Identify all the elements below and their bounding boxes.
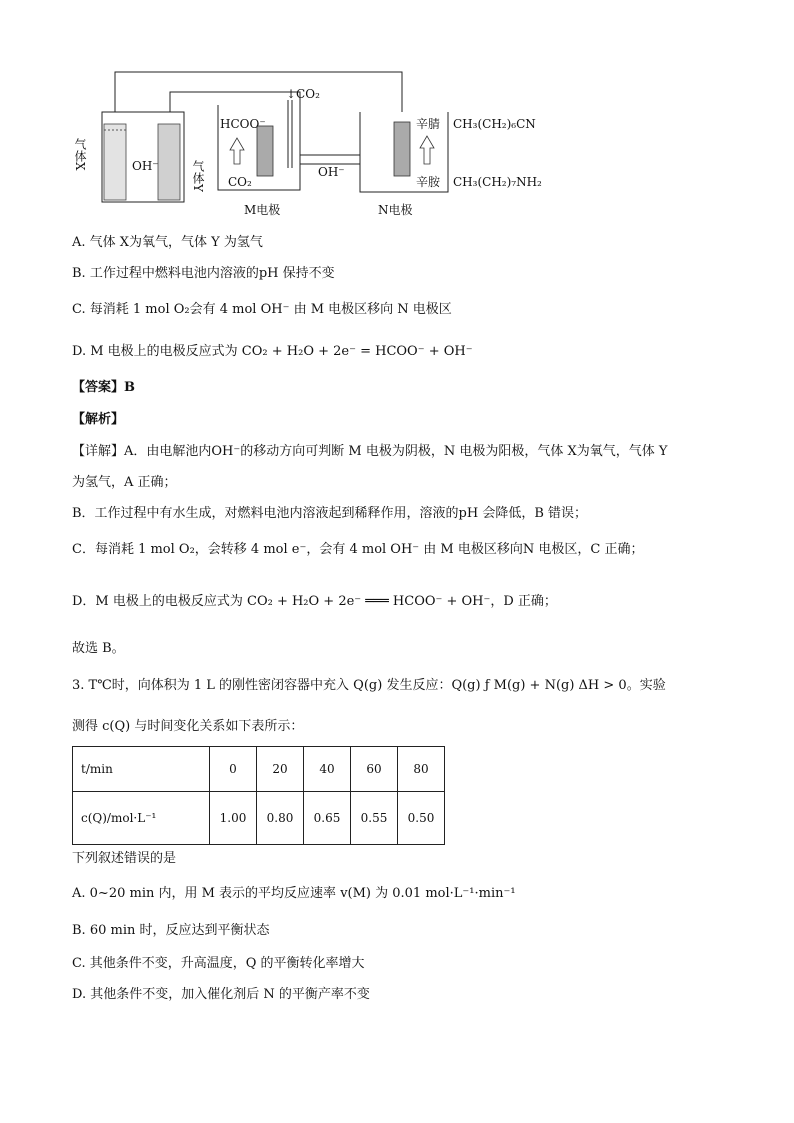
q3-option-d: D. 其他条件不变，加入催化剂后 N 的平衡产率不变 — [72, 987, 370, 1002]
table-cell: 0.50 — [398, 792, 445, 845]
table-header-concentration: c(Q)/mol·L⁻¹ — [73, 792, 210, 845]
amine-label: 辛胺 — [416, 175, 441, 189]
table-cell: 1.00 — [210, 792, 257, 845]
q2-option-a: A. 气体 X为氧气，气体 Y 为氢气 — [72, 235, 263, 250]
table-cell: 0.65 — [304, 792, 351, 845]
m-electrode-label: M电极 — [244, 203, 281, 217]
oh-cell-label: OH⁻ — [132, 159, 159, 173]
q2-analysis-heading: 【解析】 — [72, 412, 125, 427]
table-row-concentration — [73, 792, 445, 845]
q2-answer: 【答案】B — [72, 380, 135, 395]
table-header-time: t/min — [73, 747, 210, 792]
table-cell: 0.55 — [351, 792, 398, 845]
hcoo-label: HCOO⁻ — [220, 117, 266, 131]
q2-detail-line-4: C．每消耗 1 mol O₂，会转移 4 mol e⁻，会有 4 mol OH⁻ 由 M 电极区移向N 电极区，C 正确； — [72, 542, 644, 557]
gas-y-label: 气体Y — [191, 160, 205, 192]
electrolysis-diagram — [60, 60, 580, 225]
q2-conclusion: 故选 B。 — [72, 641, 125, 656]
oh-bridge-label: OH⁻ — [318, 165, 345, 179]
nitrile-formula: CH₃(CH₂)₆CN — [453, 117, 536, 131]
q3-stem-line-1: 3. T℃时，向体积为 1 L 的刚性密闭容器中充入 Q(g) 发生反应：Q(g) ƒ M(g) + N(g) ΔH > 0。实验 — [72, 678, 666, 693]
concentration-table — [72, 746, 445, 845]
nitrile-label: 辛腈 — [416, 117, 441, 131]
n-electrode-label: N电极 — [378, 203, 413, 217]
q3-option-a: A. 0~20 min 内，用 M 表示的平均反应速率 v(M) 为 0.01 mol·L⁻¹·min⁻¹ — [72, 886, 516, 901]
q2-detail-line-3: B．工作过程中有水生成，对燃料电池内溶液起到稀释作用，溶液的pH 会降低，B 错误； — [72, 506, 588, 521]
q3-stem-line-2: 测得 c(Q) 与时间变化关系如下表所示： — [72, 719, 304, 734]
table-cell: 0.80 — [257, 792, 304, 845]
q2-option-c: C. 每消耗 1 mol O₂会有 4 mol OH⁻ 由 M 电极区移向 N 电极区 — [72, 302, 452, 317]
q2-option-b: B. 工作过程中燃料电池内溶液的pH 保持不变 — [72, 266, 335, 281]
q3-question: 下列叙述错误的是 — [72, 851, 177, 866]
amine-formula: CH₃(CH₂)₇NH₂ — [453, 175, 542, 189]
table-cell: 40 — [304, 747, 351, 792]
q3-option-c: C. 其他条件不变，升高温度，Q 的平衡转化率增大 — [72, 956, 365, 971]
apparatus-drawing — [60, 60, 580, 225]
co2-top-label: ↓CO₂ — [286, 87, 320, 101]
table-cell: 80 — [398, 747, 445, 792]
table-cell: 0 — [210, 747, 257, 792]
q2-option-d: D. M 电极上的电极反应式为 CO₂ + H₂O + 2e⁻ = HCOO⁻ + OH⁻ — [72, 344, 473, 359]
table-cell: 20 — [257, 747, 304, 792]
table-row-time — [73, 747, 445, 792]
gas-x-label: 气体X — [73, 138, 87, 171]
table-cell: 60 — [351, 747, 398, 792]
q2-detail-line-1: 【详解】A．由电解池内OH⁻的移动方向可判断 M 电极为阴极，N 电极为阳极，气体 X为氧气，气体 Y — [72, 444, 668, 459]
q2-detail-line-2: 为氢气，A 正确； — [72, 475, 177, 490]
q3-option-b: B. 60 min 时，反应达到平衡状态 — [72, 923, 270, 938]
q2-detail-line-5: D．M 电极上的电极反应式为 CO₂ + H₂O + 2e⁻ ═══ HCOO⁻ + OH⁻，D 正确； — [72, 594, 557, 609]
co2-bottom-label: CO₂ — [228, 175, 252, 189]
